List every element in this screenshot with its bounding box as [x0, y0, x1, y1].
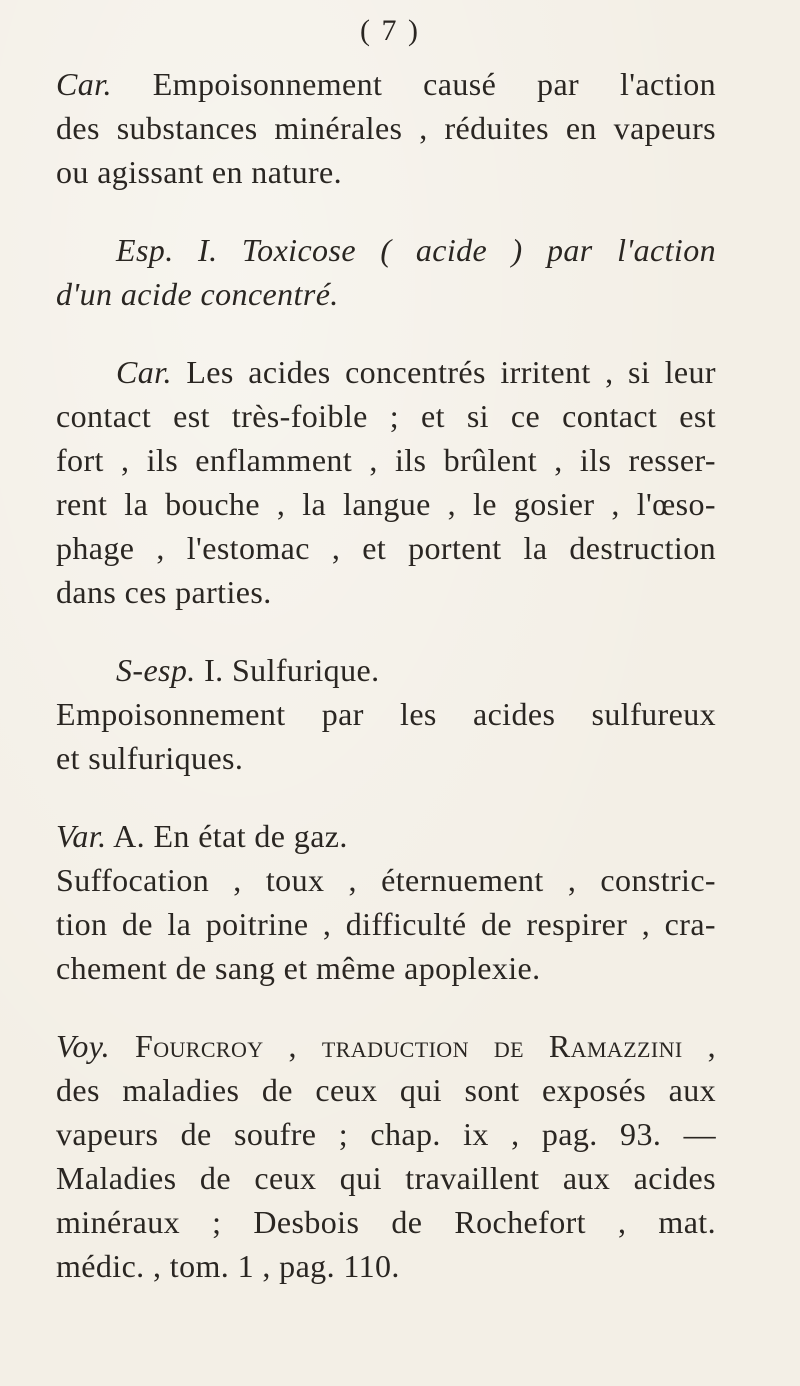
page-text	[56, 62, 716, 1288]
text-line: phage , l'estomac , et portent la destruction	[56, 530, 716, 566]
section-label: Car.	[56, 66, 112, 102]
text-line	[56, 228, 716, 272]
text-line: des substances minérales , réduites en vapeurs	[56, 110, 716, 146]
line-text: Les acides concentrés irritent , si leur	[171, 354, 716, 390]
paragraph-species	[56, 228, 716, 316]
text-line: Maladies de ceux qui travaillent aux acides	[56, 1160, 716, 1196]
text-line	[56, 1024, 716, 1068]
text-line: vapeurs de soufre ; chap. ix , pag. 93. —	[56, 1116, 716, 1152]
line-text: I. Toxicose ( acide ) par l'action	[173, 232, 716, 268]
text-line: Suffocation , toux , éternuement , constric-	[56, 862, 716, 898]
paragraph-references	[56, 1024, 716, 1288]
line-text: A. En état de gaz.	[106, 818, 348, 854]
spacer	[56, 780, 716, 814]
text-line: dans ces parties.	[56, 574, 272, 610]
text-line: Empoisonnement par les acides sulfureux	[56, 696, 716, 732]
text-line	[56, 814, 716, 858]
section-label: Esp.	[116, 232, 174, 268]
text-line: médic. , tom. 1 , pag. 110.	[56, 1248, 400, 1284]
text-line: ou agissant en nature.	[56, 154, 343, 190]
text-line: contact est très-foible ; et si ce contact est	[56, 398, 716, 434]
text-line: rent la bouche , la langue , le gosier , l'œso-	[56, 486, 716, 522]
text-line: chement de sang et même apoplexie.	[56, 950, 541, 986]
paragraph-character-2	[56, 350, 716, 614]
spacer	[56, 194, 716, 228]
text-line	[56, 350, 716, 394]
paragraph-subspecies	[56, 648, 716, 780]
text-line: et sulfuriques.	[56, 740, 244, 776]
text-line: des maladies de ceux qui sont exposés aux	[56, 1072, 716, 1108]
page-number: ( 7 )	[360, 14, 420, 47]
spacer	[56, 614, 716, 648]
line-text: Fourcroy , traduction de Ramazzini ,	[110, 1028, 716, 1064]
section-label: Voy.	[56, 1028, 111, 1064]
line-text: I. Sulfurique.	[195, 652, 380, 688]
text-line: tion de la poitrine , difficulté de respirer , cra-	[56, 906, 716, 942]
text-line: fort , ils enflamment , ils brûlent , ils resser-	[56, 442, 716, 478]
section-label: Car.	[116, 354, 172, 390]
text-line: d'un acide concentré.	[56, 276, 339, 312]
paragraph-variety	[56, 814, 716, 990]
spacer	[56, 316, 716, 350]
spacer	[56, 990, 716, 1024]
text-line	[56, 648, 716, 692]
paragraph-character	[56, 62, 716, 194]
text-line: minéraux ; Desbois de Rochefort , mat.	[56, 1204, 716, 1240]
line-text: Empoisonnement causé par l'action	[111, 66, 716, 102]
text-line	[56, 62, 716, 106]
section-label: S-esp.	[116, 652, 196, 688]
section-label: Var.	[56, 818, 107, 854]
